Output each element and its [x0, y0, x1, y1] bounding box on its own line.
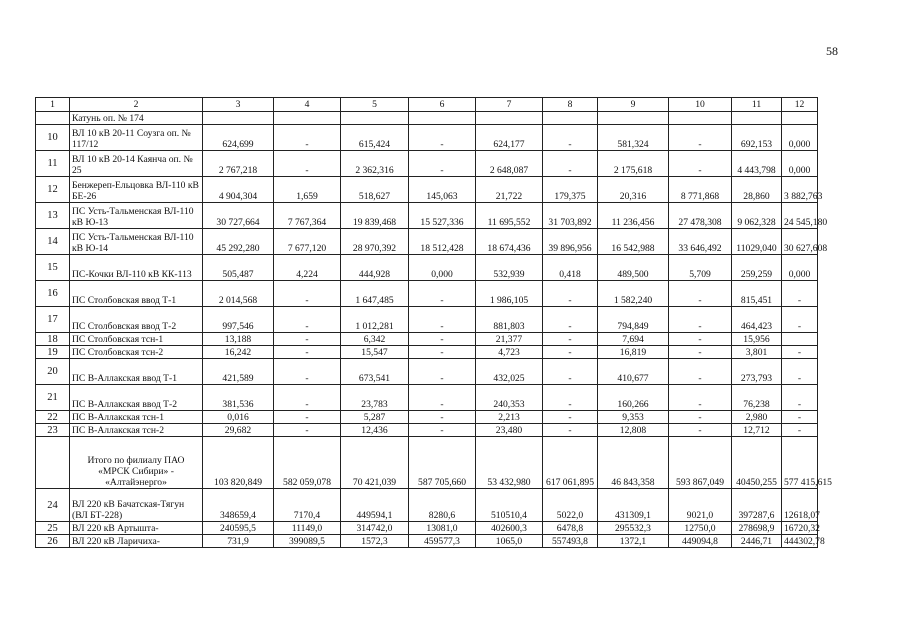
- value-cell: -: [274, 424, 341, 437]
- value-cell: 8 771,868: [669, 177, 732, 203]
- value-cell: [203, 112, 274, 125]
- value-cell: 518,627: [341, 177, 409, 203]
- value-cell: -: [274, 385, 341, 411]
- value-cell: 0,000: [782, 255, 818, 281]
- value-cell: 16 542,988: [598, 229, 669, 255]
- header-cell: 10: [669, 98, 732, 112]
- value-cell: 259,259: [732, 255, 782, 281]
- value-cell: 692,153: [732, 125, 782, 151]
- object-name-cell: ПС Усть-Тальменская ВЛ-110 кВ Ю-13: [70, 203, 203, 229]
- value-cell: -: [274, 359, 341, 385]
- value-cell: -: [543, 281, 598, 307]
- value-cell: 581,324: [598, 125, 669, 151]
- value-cell: [782, 333, 818, 346]
- value-cell: 881,803: [476, 307, 543, 333]
- row-number-cell: 16: [36, 281, 70, 307]
- object-name-cell: ПС Столбовская ввод Т-1: [70, 281, 203, 307]
- value-cell: 0,000: [409, 255, 476, 281]
- value-cell: 1372,1: [598, 535, 669, 548]
- value-cell: 179,375: [543, 177, 598, 203]
- value-cell: 2 014,568: [203, 281, 274, 307]
- value-cell: 31 703,892: [543, 203, 598, 229]
- value-cell: -: [409, 125, 476, 151]
- value-cell: 16,242: [203, 346, 274, 359]
- table-row: [36, 229, 818, 255]
- header-cell: 7: [476, 98, 543, 112]
- value-cell: -: [543, 385, 598, 411]
- value-cell: 103 820,849: [203, 437, 274, 489]
- value-cell: 2446,71: [732, 535, 782, 548]
- table-row: [36, 333, 818, 346]
- value-cell: 9 062,328: [732, 203, 782, 229]
- value-cell: 11029,040: [732, 229, 782, 255]
- value-cell: -: [543, 333, 598, 346]
- row-number-cell: 15: [36, 255, 70, 281]
- table-row: [36, 522, 818, 535]
- value-cell: 464,423: [732, 307, 782, 333]
- value-cell: 624,699: [203, 125, 274, 151]
- value-cell: -: [782, 281, 818, 307]
- value-cell: 348659,4: [203, 489, 274, 522]
- value-cell: 1 582,240: [598, 281, 669, 307]
- value-cell: 33 646,492: [669, 229, 732, 255]
- value-cell: -: [409, 307, 476, 333]
- value-cell: 12618,07: [782, 489, 818, 522]
- value-cell: 4 904,304: [203, 177, 274, 203]
- value-cell: 23,783: [341, 385, 409, 411]
- value-cell: -: [409, 385, 476, 411]
- value-cell: 582 059,078: [274, 437, 341, 489]
- value-cell: -: [669, 385, 732, 411]
- value-cell: 160,266: [598, 385, 669, 411]
- value-cell: 18 674,436: [476, 229, 543, 255]
- value-cell: -: [274, 151, 341, 177]
- object-name-cell: ВЛ 10 кВ 20-14 Каянча оп. № 25: [70, 151, 203, 177]
- value-cell: 624,177: [476, 125, 543, 151]
- value-cell: -: [409, 151, 476, 177]
- table-row: [36, 177, 818, 203]
- value-cell: [543, 112, 598, 125]
- row-number-cell: 21: [36, 385, 70, 411]
- object-name-cell: ПС В-Аллакская ввод Т-2: [70, 385, 203, 411]
- object-name-cell: Катунь оп. № 174: [70, 112, 203, 125]
- value-cell: 7 677,120: [274, 229, 341, 255]
- row-number-cell: 26: [36, 535, 70, 548]
- value-cell: 39 896,956: [543, 229, 598, 255]
- value-cell: -: [669, 333, 732, 346]
- value-cell: 21,377: [476, 333, 543, 346]
- value-cell: 997,546: [203, 307, 274, 333]
- object-name-cell: ПС Столбовская ввод Т-2: [70, 307, 203, 333]
- value-cell: 402600,3: [476, 522, 543, 535]
- value-cell: 2 175,618: [598, 151, 669, 177]
- value-cell: 577 415,615: [782, 437, 818, 489]
- value-cell: 489,500: [598, 255, 669, 281]
- row-number-cell: 14: [36, 229, 70, 255]
- value-cell: 29,682: [203, 424, 274, 437]
- value-cell: 449594,1: [341, 489, 409, 522]
- value-cell: -: [543, 346, 598, 359]
- value-cell: 3 882,763: [782, 177, 818, 203]
- object-name-cell: ВЛ 220 кВ Ларичиха-: [70, 535, 203, 548]
- value-cell: 20,316: [598, 177, 669, 203]
- value-cell: -: [543, 151, 598, 177]
- value-cell: 5022,0: [543, 489, 598, 522]
- value-cell: [341, 112, 409, 125]
- value-cell: 27 478,308: [669, 203, 732, 229]
- value-cell: -: [409, 359, 476, 385]
- value-cell: 593 867,049: [669, 437, 732, 489]
- value-cell: 30 727,664: [203, 203, 274, 229]
- value-cell: 0,000: [782, 151, 818, 177]
- row-number-cell: 10: [36, 125, 70, 151]
- value-cell: -: [669, 411, 732, 424]
- value-cell: 8280,6: [409, 489, 476, 522]
- object-name-cell: ПС В-Аллакская тсн-1: [70, 411, 203, 424]
- value-cell: [274, 112, 341, 125]
- value-cell: 1,659: [274, 177, 341, 203]
- header-cell: 8: [543, 98, 598, 112]
- value-cell: 4,224: [274, 255, 341, 281]
- value-cell: 431309,1: [598, 489, 669, 522]
- value-cell: 505,487: [203, 255, 274, 281]
- row-number-cell: 12: [36, 177, 70, 203]
- value-cell: 9021,0: [669, 489, 732, 522]
- table-row: [36, 489, 818, 522]
- value-cell: -: [782, 424, 818, 437]
- table-row: [36, 411, 818, 424]
- value-cell: 12,808: [598, 424, 669, 437]
- table-row: [36, 255, 818, 281]
- object-name-cell: ПС Столбовская тсн-1: [70, 333, 203, 346]
- table-row: [36, 203, 818, 229]
- value-cell: 1572,3: [341, 535, 409, 548]
- value-cell: 397287,6: [732, 489, 782, 522]
- header-cell: 9: [598, 98, 669, 112]
- value-cell: 11 695,552: [476, 203, 543, 229]
- value-cell: 615,424: [341, 125, 409, 151]
- table-row: [36, 151, 818, 177]
- value-cell: 794,849: [598, 307, 669, 333]
- table-row: [36, 385, 818, 411]
- value-cell: 12,712: [732, 424, 782, 437]
- value-cell: -: [782, 307, 818, 333]
- value-cell: -: [782, 359, 818, 385]
- value-cell: 7170,4: [274, 489, 341, 522]
- value-cell: 459577,3: [409, 535, 476, 548]
- object-name-cell: ВЛ 10 кВ 20-11 Соузга оп. № 117/12: [70, 125, 203, 151]
- value-cell: [669, 112, 732, 125]
- header-cell: 6: [409, 98, 476, 112]
- value-cell: 2,213: [476, 411, 543, 424]
- value-cell: 2,980: [732, 411, 782, 424]
- value-cell: 53 432,980: [476, 437, 543, 489]
- table-row: [36, 112, 818, 125]
- value-cell: 4,723: [476, 346, 543, 359]
- row-number-cell: [36, 437, 70, 489]
- value-cell: 731,9: [203, 535, 274, 548]
- value-cell: 449094,8: [669, 535, 732, 548]
- value-cell: 381,536: [203, 385, 274, 411]
- object-name-cell: ПС-Кочки ВЛ-110 кВ КК-113: [70, 255, 203, 281]
- row-number-cell: 24: [36, 489, 70, 522]
- value-cell: -: [409, 333, 476, 346]
- header-cell: 1: [36, 98, 70, 112]
- row-number-cell: [36, 112, 70, 125]
- object-name-cell: ПС Столбовская тсн-2: [70, 346, 203, 359]
- header-cell: 2: [70, 98, 203, 112]
- value-cell: 4 443,798: [732, 151, 782, 177]
- value-cell: 28,860: [732, 177, 782, 203]
- value-cell: 13,188: [203, 333, 274, 346]
- value-cell: 12750,0: [669, 522, 732, 535]
- object-name-cell: ВЛ 220 кВ Артышта-: [70, 522, 203, 535]
- value-cell: -: [409, 424, 476, 437]
- value-cell: 15,956: [732, 333, 782, 346]
- value-cell: 399089,5: [274, 535, 341, 548]
- value-cell: 314742,0: [341, 522, 409, 535]
- value-cell: -: [543, 359, 598, 385]
- value-cell: -: [669, 281, 732, 307]
- value-cell: -: [669, 307, 732, 333]
- object-name-cell: ПС Усть-Тальменская ВЛ-110 кВ Ю-14: [70, 229, 203, 255]
- value-cell: 70 421,039: [341, 437, 409, 489]
- value-cell: 557493,8: [543, 535, 598, 548]
- value-cell: 510510,4: [476, 489, 543, 522]
- value-cell: 1065,0: [476, 535, 543, 548]
- value-cell: 13081,0: [409, 522, 476, 535]
- object-name-cell: Бенжереп-Ельцовка ВЛ-110 кВ БЕ-26: [70, 177, 203, 203]
- value-cell: -: [543, 411, 598, 424]
- value-cell: 16720,32: [782, 522, 818, 535]
- value-cell: 18 512,428: [409, 229, 476, 255]
- value-cell: 617 061,895: [543, 437, 598, 489]
- object-name-cell: ПС В-Аллакская ввод Т-1: [70, 359, 203, 385]
- value-cell: -: [669, 424, 732, 437]
- value-cell: 410,677: [598, 359, 669, 385]
- row-number-cell: 25: [36, 522, 70, 535]
- value-cell: -: [669, 359, 732, 385]
- value-cell: -: [274, 346, 341, 359]
- value-cell: -: [409, 346, 476, 359]
- value-cell: [732, 112, 782, 125]
- total-row: [36, 437, 818, 489]
- meter-readings-table: [35, 97, 832, 548]
- value-cell: -: [274, 333, 341, 346]
- value-cell: 2 767,218: [203, 151, 274, 177]
- value-cell: 444,928: [341, 255, 409, 281]
- row-number-cell: 19: [36, 346, 70, 359]
- table-row: [36, 424, 818, 437]
- header-cell: 5: [341, 98, 409, 112]
- value-cell: 5,709: [669, 255, 732, 281]
- header-cell: 4: [274, 98, 341, 112]
- value-cell: 421,589: [203, 359, 274, 385]
- value-cell: -: [274, 281, 341, 307]
- value-cell: -: [274, 307, 341, 333]
- value-cell: [476, 112, 543, 125]
- value-cell: 46 843,358: [598, 437, 669, 489]
- value-cell: 3,801: [732, 346, 782, 359]
- value-cell: 11149,0: [274, 522, 341, 535]
- row-number-cell: 17: [36, 307, 70, 333]
- value-cell: 5,287: [341, 411, 409, 424]
- value-cell: 40450,255: [732, 437, 782, 489]
- value-cell: 432,025: [476, 359, 543, 385]
- value-cell: 1 986,105: [476, 281, 543, 307]
- table-header-row: [36, 98, 818, 112]
- row-number-cell: 22: [36, 411, 70, 424]
- value-cell: 815,451: [732, 281, 782, 307]
- value-cell: 587 705,660: [409, 437, 476, 489]
- value-cell: 273,793: [732, 359, 782, 385]
- header-cell: 11: [732, 98, 782, 112]
- value-cell: -: [543, 424, 598, 437]
- value-cell: 21,722: [476, 177, 543, 203]
- value-cell: -: [409, 281, 476, 307]
- value-cell: 145,063: [409, 177, 476, 203]
- value-cell: 1 012,281: [341, 307, 409, 333]
- value-cell: -: [669, 151, 732, 177]
- object-name-cell: Итого по филиалу ПАО «МРСК Сибири» - «Алтайэнерго»: [70, 437, 203, 489]
- value-cell: 23,480: [476, 424, 543, 437]
- value-cell: 278698,9: [732, 522, 782, 535]
- row-number-cell: 23: [36, 424, 70, 437]
- value-cell: 7 767,364: [274, 203, 341, 229]
- value-cell: -: [543, 125, 598, 151]
- value-cell: 295532,3: [598, 522, 669, 535]
- table-row: [36, 281, 818, 307]
- value-cell: -: [669, 125, 732, 151]
- value-cell: -: [782, 385, 818, 411]
- value-cell: 240,353: [476, 385, 543, 411]
- value-cell: 6478,8: [543, 522, 598, 535]
- value-cell: 12,436: [341, 424, 409, 437]
- value-cell: 24 545,180: [782, 203, 818, 229]
- value-cell: 240595,5: [203, 522, 274, 535]
- value-cell: 7,694: [598, 333, 669, 346]
- value-cell: -: [274, 125, 341, 151]
- value-cell: [598, 112, 669, 125]
- value-cell: 9,353: [598, 411, 669, 424]
- header-cell: 12: [782, 98, 818, 112]
- table-row: [36, 307, 818, 333]
- value-cell: 673,541: [341, 359, 409, 385]
- value-cell: 532,939: [476, 255, 543, 281]
- row-number-cell: 11: [36, 151, 70, 177]
- header-cell: 3: [203, 98, 274, 112]
- value-cell: 28 970,392: [341, 229, 409, 255]
- row-number-cell: 13: [36, 203, 70, 229]
- value-cell: 15 527,336: [409, 203, 476, 229]
- value-cell: 0,000: [782, 125, 818, 151]
- value-cell: 444302,78: [782, 535, 818, 548]
- table-row: [36, 125, 818, 151]
- value-cell: 76,238: [732, 385, 782, 411]
- value-cell: -: [669, 346, 732, 359]
- value-cell: 0,418: [543, 255, 598, 281]
- value-cell: -: [543, 307, 598, 333]
- table-row: [36, 346, 818, 359]
- table-row: [36, 359, 818, 385]
- value-cell: 2 648,087: [476, 151, 543, 177]
- value-cell: -: [782, 411, 818, 424]
- value-cell: 0,016: [203, 411, 274, 424]
- value-cell: 15,547: [341, 346, 409, 359]
- value-cell: 30 627,608: [782, 229, 818, 255]
- value-cell: [409, 112, 476, 125]
- value-cell: 2 362,316: [341, 151, 409, 177]
- value-cell: -: [409, 411, 476, 424]
- value-cell: 11 236,456: [598, 203, 669, 229]
- object-name-cell: ВЛ 220 кВ Бачатская-Тягун (ВЛ БТ-228): [70, 489, 203, 522]
- value-cell: 45 292,280: [203, 229, 274, 255]
- value-cell: 16,819: [598, 346, 669, 359]
- value-cell: -: [782, 346, 818, 359]
- table-row: [36, 535, 818, 548]
- value-cell: 1 647,485: [341, 281, 409, 307]
- page-number: 58: [826, 44, 838, 58]
- value-cell: 19 839,468: [341, 203, 409, 229]
- value-cell: [782, 112, 818, 125]
- value-cell: 6,342: [341, 333, 409, 346]
- object-name-cell: ПС В-Аллакская тсн-2: [70, 424, 203, 437]
- row-number-cell: 20: [36, 359, 70, 385]
- row-number-cell: 18: [36, 333, 70, 346]
- value-cell: -: [274, 411, 341, 424]
